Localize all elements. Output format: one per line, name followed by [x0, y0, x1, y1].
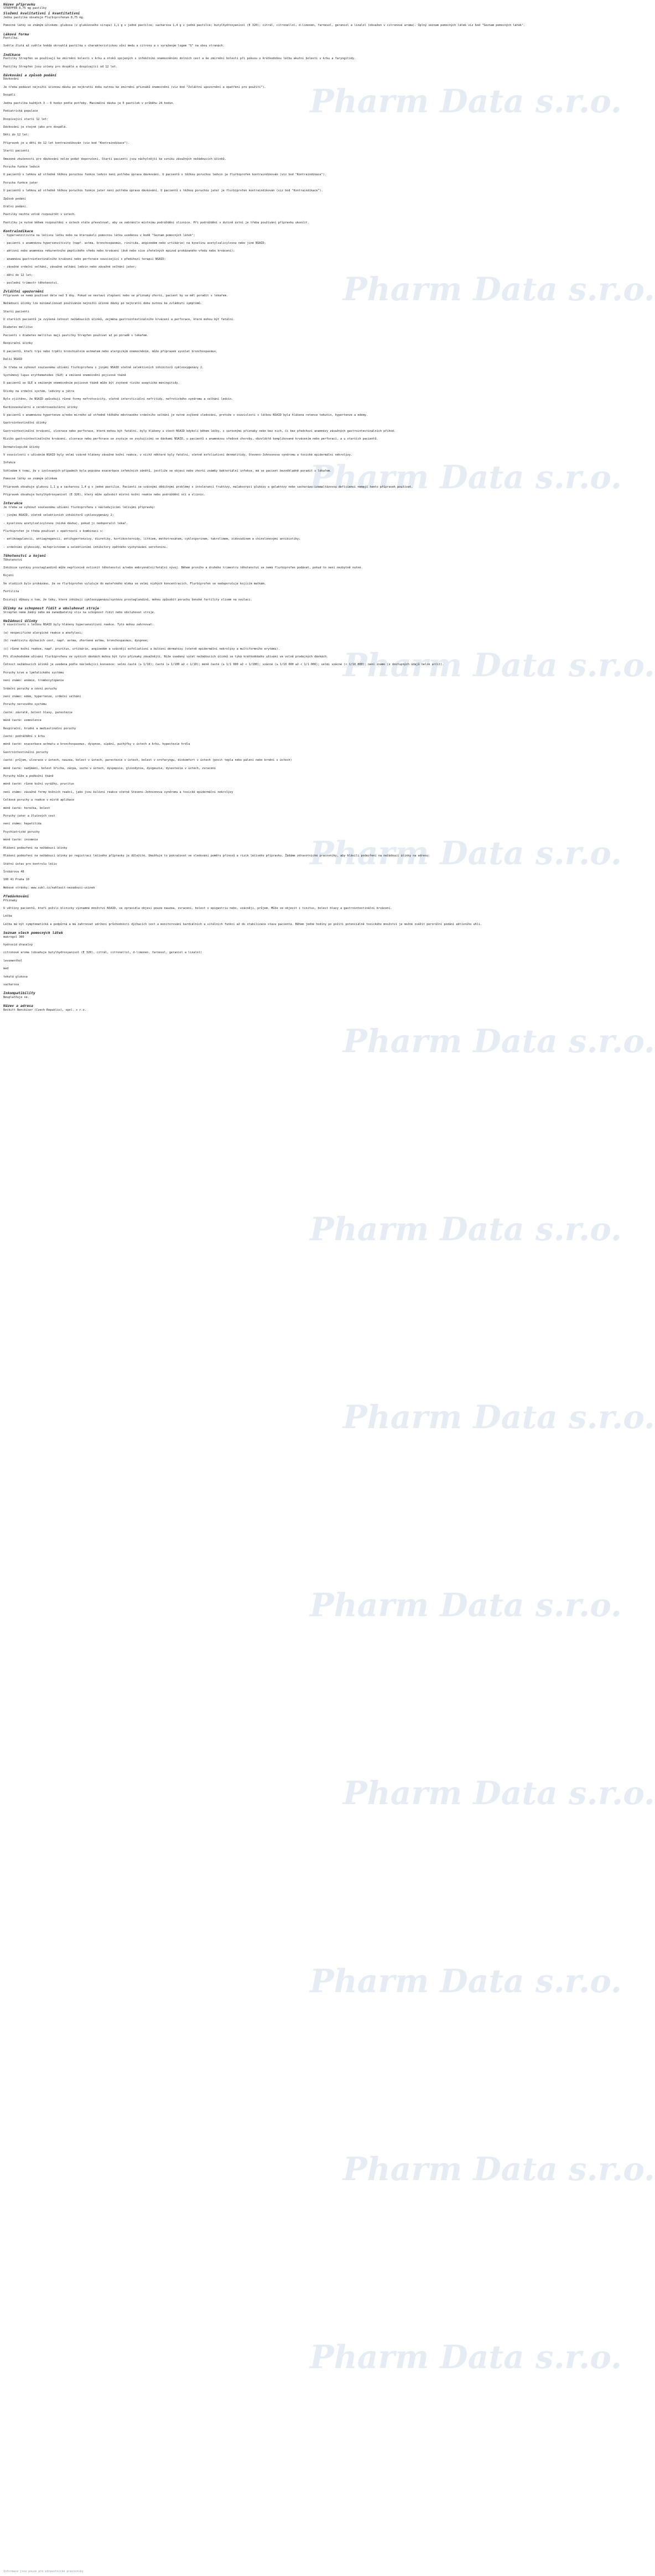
- section: [3, 991, 550, 1000]
- section-paragraph: Vzhledem k tomu, že v izolovaných případech byla popsána exacerbace infekčních zánětů, jestliže se objeví nebo zhorší známky bakteriální infekce, má se pacient bezodkladně poradit s lékařem.: [3, 469, 332, 473]
- section-heading: Předávkování: [3, 894, 29, 899]
- section-paragraph: časté: podráždění v krku: [3, 735, 45, 738]
- section-paragraph: Webové stránky: www.sukl.cz/nahlasit-nezadouci-ucinek: [3, 886, 95, 890]
- section-paragraph: Pomocné látky se známým účinkem: glukosa (z glukózového sirupu) 1,1 g v jedné pastilce; sacharosa 1,4 g v jedné pastilce; butylhydroxyanisol (E 320); citrál, citronellol, d-limonen, farnesol, geraniol a linalol (obsažen v citronové aroma). Úplný seznam pomocných látek viz bod "Seznam pomocných látek".: [3, 24, 526, 28]
- section-paragraph: Děti do 12 let:: [3, 133, 29, 137]
- section-paragraph: Diabetes mellitus: [3, 326, 33, 330]
- section-heading: Inkompatibility: [3, 991, 35, 996]
- section-paragraph: Dávkování: [3, 77, 19, 81]
- section-paragraph: - kyselinou acetylsalicylovou (nízká dávka), pokud ji nedoporučil lékař.: [3, 521, 128, 525]
- section-paragraph: Pastilky Strepfen se používají ke zmírnění bolesti v krku a otoků spojených s infekčními onemocněními dolních cest a ke zmírnění bolesti při pokusu o krátkodobou léčbu akutní bolesti v krku a faryngitidy.: [3, 57, 356, 61]
- section-paragraph: Pastilky nechte volně rozpouštět v ústech.: [3, 213, 76, 217]
- section-paragraph: Systémový lupus erythematodes (SLE) a smíšené onemocnění pojivové tkáně: [3, 373, 126, 377]
- section-paragraph: méně časté: somnolence: [3, 719, 41, 723]
- footer-note: Informace jsou pouze pro zdravotnické pracovníky: [3, 2569, 84, 2573]
- section-paragraph: U pacientů se SLE a smíšeným onemocněním pojivové tkáně může být zvýšené riziko aseptické meningitidy.: [3, 382, 180, 385]
- section-paragraph: Dospělí: [3, 93, 15, 97]
- section-paragraph: Přípravek obsahuje butylhydroxyanisol (E 320), který může způsobit místní kožní reakce nebo podráždění očí a sliznic.: [3, 493, 206, 497]
- section-paragraph: Těhotenství: [3, 558, 23, 562]
- section-paragraph: Existují důkazy o tom, že léky, které inhibují cyklooxygenázu/syntézu prostaglandinů, mohou způsobit poruchu ženské fertility vlivem na ovulaci.: [3, 598, 252, 602]
- section-paragraph: - děti do 12 let;: [3, 273, 33, 277]
- section-heading: Kontraindikace: [3, 229, 33, 234]
- watermark-text: Pharm Data s.r.o.: [310, 2338, 622, 2376]
- section: [3, 229, 550, 285]
- section-paragraph: - antikoagulancii, antiagregancii, antihypertenzivy, diuretiky, kortikosteroidy, lithiem, methotrexátem, cyklosporinem, takrolimem, zidovudinem a chinolonovými antibiotiky;: [3, 537, 301, 541]
- section-paragraph: Přípravek obsahuje glukosu 1,1 g a sacharosu 1,4 g v jedné pastilce. Pacienti se vzácnými dědičnými problémy s intolerancí fruktózy, malabsorpcí glukózy a galaktózy nebo sacharázo-izomaltázovou deficiencí nemají tento přípravek používat.: [3, 485, 413, 489]
- section-paragraph: Gastrointestinální účinky: [3, 421, 47, 425]
- section-paragraph: U pacientů s lehkou až středně těžkou poruchou funkce jater není potřeba úprava dávkování. U pacientů s těžkou poruchou jater je flurbiprofen kontraindikován (viz bod "Kontraindikace").: [3, 189, 323, 193]
- section-paragraph: Porucha funkce jater: [3, 181, 38, 185]
- section-paragraph: Nežádoucí účinky lze minimalizovat používáním nejnižší účinné dávky po nejkratší dobu nutnou ke zvládnutí symptomů.: [3, 302, 202, 306]
- watermark-text: Pharm Data s.r.o.: [310, 834, 622, 872]
- section-heading: Název a adresa: [3, 1004, 33, 1009]
- section-paragraph: Poruchy jater a žlučových cest: [3, 814, 55, 818]
- spc-document: [0, 0, 553, 1012]
- section-paragraph: Porucha funkce ledvin: [3, 165, 40, 169]
- section-paragraph: Kojení: [3, 574, 14, 578]
- section-paragraph: - srdečními glykosidy, mifepristonem a selektivními inhibitory zpětného vychytávání serotoninu.: [3, 545, 168, 549]
- section-paragraph: Fertilita: [3, 590, 19, 594]
- section-paragraph: Inhibice syntézy prostaglandinů může nepříznivě ovlivnit těhotenství a/nebo embryonální/fetální vývoj. Během prvního a druhého trimestru těhotenství se nemá flurbiprofen podávat, pokud to není nezbytně nutné.: [3, 566, 363, 570]
- section-heading: Složení kvalitativní i kvantitativní: [3, 11, 80, 16]
- section-paragraph: - jinými NSAID, včetně selektivních inhibitorů cyklooxygenázy 2;: [3, 514, 114, 518]
- section-paragraph: Strepfen nemá žádný nebo má zanedbatelný vliv na schopnost řídit nebo obsluhovat stroje.: [3, 610, 155, 614]
- section: [3, 619, 550, 843]
- section: [3, 894, 550, 927]
- section-paragraph: Dávkování je stejné jako pro dospělé.: [3, 125, 67, 129]
- section-heading: Těhotenství a kojení: [3, 553, 46, 558]
- section-paragraph: časté: závratě, bolest hlavy, parestezie: [3, 710, 72, 714]
- section-paragraph: Infekce: [3, 461, 15, 465]
- section-heading: Účinky na schopnost řídit a obsluhovat stroje: [3, 606, 100, 611]
- section-paragraph: Respirační, hrudní a mediastinální poruchy: [3, 727, 76, 730]
- section: [3, 11, 550, 28]
- section-paragraph: méně časté: nadýmání, bolest břicha, zácpa, sucho v ústech, dyspepsie, glosodynie, dysgeuzie, dysestezie v ústech, zvracení: [3, 766, 216, 770]
- section-paragraph: Bylo zjištěno, že NSAID způsobují různé formy nefrotoxicity, včetně intersticiální nefritidy, nefrotického syndromu a selhání ledvin.: [3, 398, 233, 401]
- section-paragraph: citronové aroma (obsahuje butylhydroxyanisol (E 320), citrál, citronellol, d-limonen, farnesol, geraniol a linalol): [3, 951, 202, 955]
- section-paragraph: Jedna pastilka obsahuje Flurbiprofenum 8,75 mg.: [3, 15, 85, 19]
- section-paragraph: Pacienti s diabetes mellitus mají pastilky Strepfen používat až po poradě s lékařem.: [3, 333, 149, 337]
- section-paragraph: Státní ústav pro kontrolu léčiv: [3, 862, 57, 866]
- product-name: STREPFEN 8,75 mg pastilky: [3, 7, 47, 10]
- section-paragraph: - pacienti s anamnézou hypersenzitivity (např. astma, bronchospasmus, rinitida, angioedém nebo urtikárie) na kyselinu acetylsalicylovou nebo jiné NSAID;: [3, 242, 266, 245]
- section-paragraph: Je třeba se vyhnout současnému užívání flurbiprofenu s následujícími léčivými přípravky:: [3, 505, 155, 509]
- section-paragraph: Poruchy nervového systému: [3, 703, 47, 707]
- section-paragraph: Riziko gastrointestinálního krvácení, ulcerace nebo perforace se zvyšuje se zvyšujícími se dávkami NSAID, u pacientů s anamnézou vředové choroby, obzvláště komplikované krvácením nebo perforací, a u starších pacientů.: [3, 437, 378, 441]
- section-paragraph: Respirační účinky: [3, 342, 33, 346]
- section-paragraph: Flurbiprofen je třeba používat s opatrností v kombinaci s:: [3, 530, 104, 534]
- section-paragraph: Je třeba podávat nejnižší účinnou dávku po nejkratší dobu nutnou ke zmírnění příznaků onemocnění (viz bod "Zvláštní upozornění a opatření pro použití").: [3, 85, 266, 89]
- watermark-text: Pharm Data s.r.o.: [310, 1586, 622, 1624]
- section-paragraph: Gastrointestinální poruchy: [3, 750, 49, 754]
- section-paragraph: makrogol 300: [3, 935, 24, 939]
- section-paragraph: Poruchy kůže a podkožní tkáně: [3, 775, 54, 778]
- section-paragraph: levomenthol: [3, 959, 23, 963]
- section-paragraph: Gastrointestinální krvácení, ulcerace nebo perforace, které mohou být fatální, byly hlášeny u všech NSAID kdykoli během léčby, s varovnými příznaky nebo bez nich, či bez předchozí anamnézy závažných gastrointestinálních příhod.: [3, 429, 396, 433]
- watermark-text: Pharm Data s.r.o.: [310, 458, 622, 496]
- section-heading: Léková forma: [3, 32, 29, 36]
- document-sections: [3, 11, 550, 1012]
- watermark-text: Pharm Data s.r.o.: [343, 270, 655, 308]
- section-paragraph: Je třeba se vyhnout současnému užívání flurbiprofenu s jinými NSAID včetně selektivních inhibitorů cyklooxygenázy 2.: [3, 365, 204, 369]
- section-paragraph: není známo: závažné formy kožních reakcí, jako jsou bulózní reakce včetně Stevens-Johnsonova syndromu a toxické epidermální nekrolýzy: [3, 790, 233, 794]
- section-paragraph: není známo: edém, hypertenze, srdeční selhání: [3, 694, 81, 698]
- section-paragraph: - závažné srdeční selhání, závažné selhání ledvin nebo závažné selhání jater;: [3, 265, 137, 269]
- section-paragraph: med: [3, 967, 9, 971]
- section-paragraph: - anamnéza gastrointestinálního krvácení nebo perforace související s předchozí terapií NSAID;: [3, 257, 166, 261]
- watermark-text: Pharm Data s.r.o.: [310, 82, 622, 120]
- section-paragraph: Pomocné látky se známým účinkem: [3, 477, 57, 481]
- section-paragraph: Orální podání.: [3, 205, 28, 208]
- section-paragraph: Přípravek je u dětí do 12 let kontraindikován (viz bod "Kontraindikace").: [3, 141, 129, 145]
- section-paragraph: není známo: hepatitida: [3, 822, 41, 826]
- section: [3, 1004, 550, 1012]
- section-paragraph: Kardiovaskulární a cerebrovaskulární účinky: [3, 405, 78, 409]
- section-paragraph: časté: průjem, ulcerace v ústech, nauzea, bolest v ústech, parestezie v ústech, bolest v orofaryngu, diskomfort v ústech (pocit tepla nebo pálení nebo brnění v ústech): [3, 759, 292, 762]
- section-paragraph: Léčba má být symptomatická a podpůrná a má zahrnovat udržení průchodnosti dýchacích cest a monitorování kardiálních a vitálních funkcí až do stabilizace stavu pacienta. Během jedné hodiny po požití potenciálně toxického množství je možné zvážit perorální podání aktivního uhlí.: [3, 922, 482, 926]
- section-paragraph: Přípravek se nemá používat déle než 3 dny. Pokud se nestaví zlepšení nebo se příznaky zhorší, pacient by se měl poradit s lékařem.: [3, 294, 228, 297]
- section-paragraph: U pacientů s lehkou až středně těžkou poruchou funkce ledvin není potřeba úprava dávkování. U pacientů s těžkou poruchou ledvin je flurbiprofen kontraindikován (viz bod "Kontraindikace").: [3, 173, 327, 177]
- section-paragraph: U pacientů s anamnézou hypertenze a/nebo mírného až středně těžkého městnavého srdečního selhání je nutné zvýšené sledování, protože v souvislosti s léčbou NSAID byla hlášena retence tekutin, hypertenze a edémy.: [3, 413, 368, 417]
- section: [3, 310, 550, 498]
- section-paragraph: Srdeční poruchy a cévní poruchy: [3, 687, 57, 691]
- section: [3, 931, 550, 987]
- section-heading: Interakce: [3, 501, 23, 506]
- section-heading: Dávkování a způsob podání: [3, 73, 57, 78]
- section-paragraph: Hlášení podezření na nežádoucí účinky: [3, 846, 67, 850]
- section-paragraph: 100 41 Praha 10: [3, 878, 29, 882]
- section-paragraph: Pastilka.: [3, 36, 19, 40]
- section-paragraph: Reckitt Benckiser (Czech Republic), spol. s r.o.: [3, 1008, 86, 1012]
- section: [3, 32, 550, 49]
- section: [3, 553, 550, 602]
- section-paragraph: U pacientů, kteří trpí nebo trpěli bronchiálním astmatem nebo alergickým onemocněním, může přípravek vyvolat bronchospasmus.: [3, 349, 218, 353]
- section-paragraph: (c) různé kožní reakce, např. pruritus, urtikárie, angioedém a vzácněji exfoliativní a bulózní dermatózy (včetně epidermální nekrolýzy a multiformního erytému).: [3, 647, 280, 651]
- section-paragraph: U většiny pacientů, kteří požili klinicky významné množství NSAID, se zpravidla objeví pouze nauzea, zvracení, bolest v epigastriu nebo, vzácněji, průjem. Může se objevit i tinitus, bolest hlavy a gastrointestinální krvácení.: [3, 906, 392, 910]
- section-paragraph: - aktivní nebo anamnéza rekurentního peptického vředu nebo krvácení (dvě nebo více zřetelných epizod prokázaného vředu nebo krvácení);: [3, 249, 235, 253]
- section-paragraph: U starších pacientů je zvýšená četnost nežádoucích účinků, zejména gastrointestinálního krvácení a perforace, které mohou být fatální.: [3, 318, 235, 322]
- section-paragraph: (b) reaktivitu dýchacích cest, např. astma, zhoršené astma, bronchospasmus, dyspnoe;: [3, 639, 149, 643]
- watermark-text: Pharm Data s.r.o.: [310, 1210, 622, 1248]
- section-paragraph: Příznaky: [3, 898, 17, 902]
- section: [3, 501, 550, 550]
- section-paragraph: není známo: anémie, trombocytopenie: [3, 679, 64, 683]
- section-paragraph: Pastilku je nutné během rozpouštění v ústech stále převalovat, aby se zabránilo místnímu podráždění sliznice. Při podráždění v dutině ústní je třeba používání přípravku ukončit.: [3, 221, 309, 224]
- section-paragraph: Ve studiích bylo prokázáno, že se flurbiprofen vylučuje do mateřského mléka ve velmi nízkých koncentracích. Flurbiprofen se nedoporučuje kojícím matkám.: [3, 582, 266, 586]
- section: [3, 73, 550, 225]
- section-paragraph: méně časté: insomnie: [3, 838, 38, 842]
- section-heading: Zvláštní upozornění: [3, 289, 44, 294]
- section-paragraph: Omezené zkušenosti pro dávkování nelze podat doporučení. Starší pacienti jsou náchylnější ke vzniku závažných nežádoucích účinků.: [3, 157, 226, 161]
- section-paragraph: Starší pacienti: [3, 310, 29, 313]
- section-paragraph: - poslední trimestr těhotenství.: [3, 281, 59, 285]
- watermark-text: Pharm Data s.r.o.: [343, 1022, 655, 1060]
- section-paragraph: sacharosa: [3, 983, 19, 986]
- section: [3, 53, 550, 69]
- section-paragraph: (a) nespecifické alergické reakce a anafylaxi;: [3, 631, 83, 635]
- section-paragraph: Dospívající starší 12 let:: [3, 117, 49, 121]
- section-paragraph: Pastilky Strepfen jsou určeny pro dospělé a dospívající od 12 let.: [3, 65, 118, 69]
- section-paragraph: Hlášení podezření na nežádoucí účinky po registraci léčivého přípravku je důležité. Umožňuje to pokračovat ve sledování poměru přínosů a rizik léčivého přípravku. Žádáme zdravotnické pracovníky, aby hlásili podezření na nežádoucí účinky na adresu:: [3, 854, 430, 858]
- section-paragraph: Účinky na srdeční systém, ledviny a játra: [3, 389, 75, 393]
- section-paragraph: V souvislosti s léčbou NSAID byly hlášeny hypersenzitivní reakce. Tyto mohou zahrnovat:: [3, 623, 154, 627]
- section-paragraph: méně časté: různé kožní vyrážky, pruritus: [3, 782, 75, 786]
- section-paragraph: Při dlouhodobém užívání flurbiprofenu ve vyšších dávkách mohou být tyto příznaky závažnější. Níže uvedený výčet nežádoucích účinků se týká krátkodobého užívání ve volně prodejných dávkách.: [3, 655, 329, 659]
- section-paragraph: Léčba: [3, 915, 12, 918]
- watermark-text: Pharm Data s.r.o.: [343, 1398, 655, 1436]
- section-paragraph: Pediatrická populace: [3, 109, 38, 113]
- section: [3, 606, 550, 615]
- watermark-text: Pharm Data s.r.o.: [343, 1774, 655, 1812]
- section-paragraph: Poruchy krve a lymfatického systému: [3, 671, 64, 675]
- section: [3, 847, 550, 890]
- watermark-text: Pharm Data s.r.o.: [343, 2150, 655, 2188]
- section-paragraph: V souvislosti s užíváním NSAID byly velmi vzácně hlášeny závažné kožní reakce, z nichž některé byly fatální, včetně exfoliativní dermatitidy, Stevens-Johnsonova syndromu a toxické epidermální nekrolýzy.: [3, 453, 352, 457]
- section-heading: Seznam všech pomocných látek: [3, 931, 63, 936]
- section-paragraph: méně časté: horečka, bolest: [3, 806, 50, 810]
- section-paragraph: Dermatologické účinky: [3, 445, 40, 449]
- watermark-text: Pharm Data s.r.o.: [343, 646, 655, 684]
- section-paragraph: Způsob podání: [3, 197, 26, 201]
- section-paragraph: hydroxid draselný: [3, 943, 33, 947]
- section-paragraph: Četnost nežádoucích účinků je uvedena podle následující konvence: velmi časté (≥ 1/10); časté (≥ 1/100 až < 1/10); méně časté (≥ 1/1 000 až < 1/100); vzácné (≥ 1/10 000 až < 1/1 000); velmi vzácné (< 1/10 000); není známo (z dostupných údajů nelze určit).: [3, 663, 444, 667]
- watermark-text: Pharm Data s.r.o.: [310, 1962, 622, 2000]
- section-paragraph: Starší pacienti: [3, 149, 29, 153]
- document-title: Název přípravku: [3, 2, 35, 7]
- section-paragraph: - hypersenzitivita na léčivou látku nebo na kteroukoli pomocnou látku uvedenou v bodě "Seznam pomocných látek";: [3, 233, 195, 237]
- section-paragraph: Jedna pastilka každých 3 – 6 hodin podle potřeby. Maximální dávka je 5 pastilek v průběhu 24 hodin.: [3, 101, 175, 105]
- section-heading: Indikace: [3, 52, 20, 57]
- section-paragraph: Další NSAID: [3, 358, 23, 362]
- section-paragraph: Celkové poruchy a reakce v místě aplikace: [3, 798, 75, 802]
- section: [3, 289, 550, 306]
- section-paragraph: tekutá glukosa: [3, 975, 28, 979]
- section-paragraph: Neuplatňuje se.: [3, 995, 29, 999]
- section-paragraph: Psychiatrické poruchy: [3, 830, 40, 834]
- section-heading: Nežádoucí účinky: [3, 618, 38, 623]
- section-paragraph: méně časté: exacerbace astmatu a bronchospasmus, dyspnoe, sípání, puchýřky v ústech a krku, hypestezie hrdla: [3, 743, 190, 746]
- section-paragraph: Šrobárova 48: [3, 870, 24, 874]
- section-paragraph: Světle žlutá až světle hnědá okrouhlá pastilka s charakteristickou vůní medu a citronu a s vyraženým logem "S" na obou stranách.: [3, 44, 225, 48]
